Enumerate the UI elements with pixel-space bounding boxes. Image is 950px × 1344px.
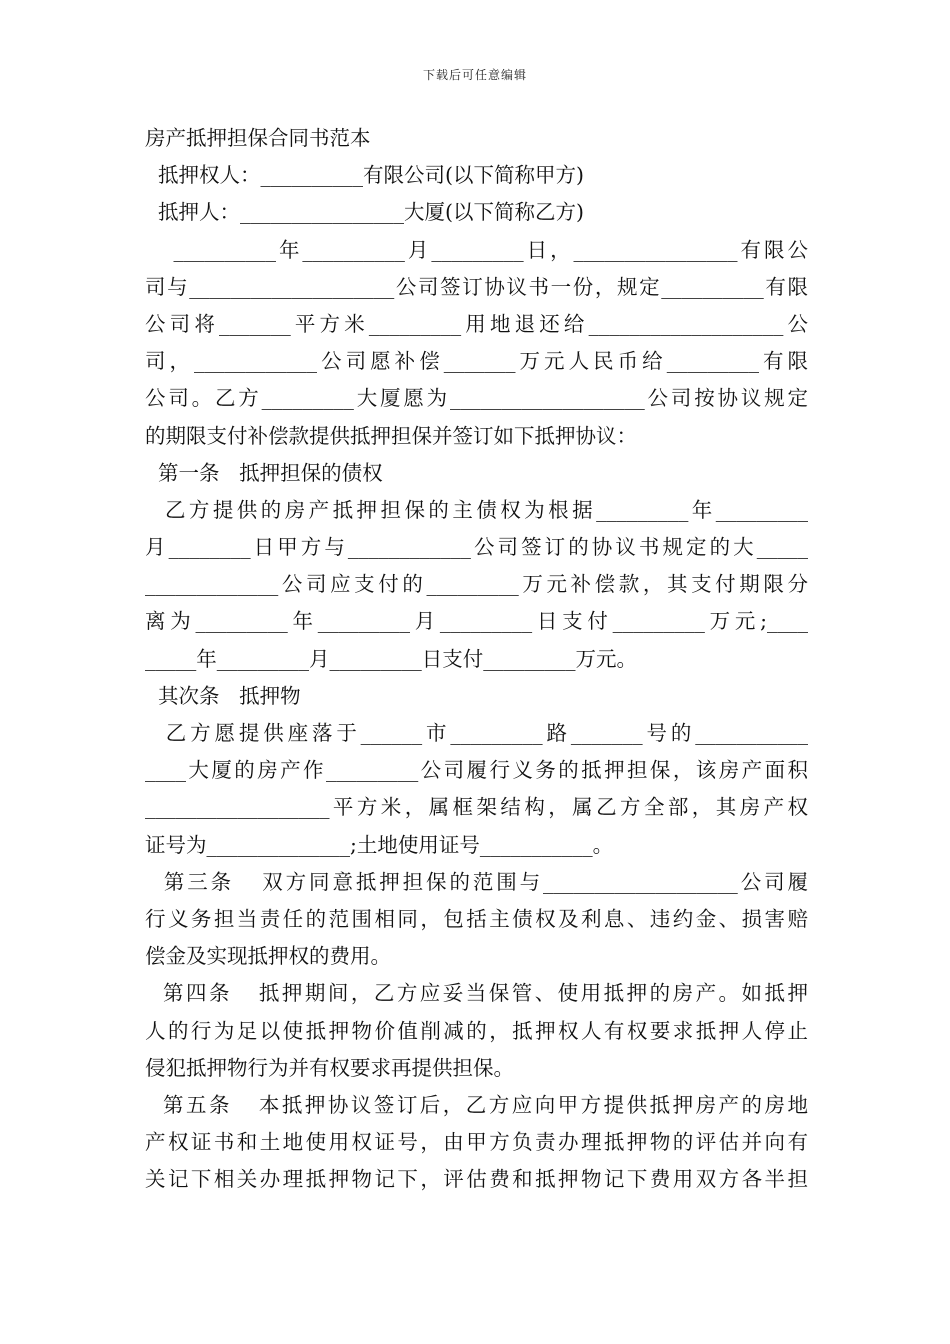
text-line: 公司。乙方_________大厦愿为___________________公司按协议规定 <box>145 386 808 411</box>
text-line: 证号为______________;土地使用证号___________。 <box>145 832 614 857</box>
text-line: __________________平方米，属框架结构，属乙方全部，其房产权 <box>145 795 808 820</box>
text-line: 侵犯抵押物行为并有权要求再提供担保。 <box>145 1055 514 1080</box>
text-line: __________年__________月_________日，________________有限公 <box>145 237 808 262</box>
text-line: 司，____________公司愿补偿_______万元人民币给_________有限 <box>145 349 808 374</box>
text-line: 月________日甲方与____________公司签订的协议书规定的大_____ <box>145 535 808 560</box>
text-line: 产权证书和土地使用权证号，由甲方负责办理抵押物的评估并向有 <box>145 1130 808 1155</box>
text-line: 偿金及实现抵押权的费用。 <box>145 944 391 969</box>
document-body <box>145 120 808 1198</box>
document-title: 房产抵押担保合同书范本 <box>145 126 371 150</box>
text-line: _____年_________月_________日支付_________万元。 <box>145 646 637 671</box>
text-line: 抵押权人：__________有限公司(以下简称甲方) <box>145 163 585 188</box>
text-line: 人的行为足以使抵押物价值削减的，抵押权人有权要求抵押人停止 <box>145 1018 808 1043</box>
text-line: _____________公司应支付的_________万元补偿款，其支付期限分 <box>145 572 808 597</box>
section-heading: 第四条 抵押期间，乙方应妥当保管、使用抵押的房产。如抵押 <box>145 981 808 1006</box>
text-line: 抵押人：________________大厦(以下简称乙方) <box>145 200 585 225</box>
text-line: 关记下相关办理抵押物记下，评估费和抵押物记下费用双方各半担 <box>145 1167 808 1192</box>
text-line: 乙方提供的房产抵押担保的主债权为根据_________年_________ <box>145 497 808 522</box>
section-heading: 第三条 双方同意抵押担保的范围与___________________公司履 <box>145 869 808 894</box>
section-heading: 第五条 本抵押协议签订后，乙方应向甲方提供抵押房产的房地 <box>145 1092 808 1117</box>
text-line: 离为_________年_________月_________日支付_________万元;____ <box>145 609 808 634</box>
text-line: ____大厦的房产作_________公司履行义务的抵押担保，该房产面积 <box>145 758 808 783</box>
text-line: 行义务担当责任的范围相同，包括主债权及利息、违约金、损害赔 <box>145 906 808 931</box>
text-line: 的期限支付补偿款提供抵押担保并签订如下抵押协议： <box>145 423 637 448</box>
section-heading: 其次条 抵押物 <box>145 683 301 708</box>
section-heading: 第一条 抵押担保的债权 <box>145 460 383 485</box>
text-line: 公司将_______平方米_________用地退还给___________________公 <box>145 311 808 336</box>
text-line: 司与____________________公司签订协议书一份，规定__________有限 <box>145 274 808 299</box>
text-line: 乙方愿提供座落于______市_________路_______号的___________ <box>145 721 808 745</box>
page-header: 下载后可任意编辑 <box>422 68 527 82</box>
